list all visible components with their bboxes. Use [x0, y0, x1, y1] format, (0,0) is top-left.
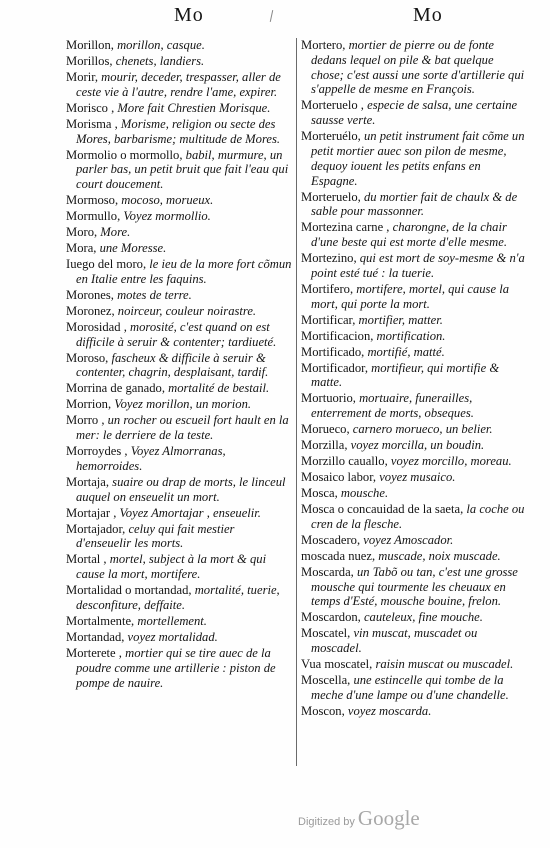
dictionary-entry: [301, 470, 529, 485]
entry-definition: morosité, c'est quand on est difficile à seruir & contenter; tardiueté.: [76, 319, 277, 349]
left-column: [66, 38, 292, 692]
entry-definition: mortier de pierre ou de fonte dedans lequel on pile & bat quelque chose; c'est aussi une sorte d'artillerie qui s'appelle de mesme en François.: [311, 38, 525, 97]
dictionary-entry: [301, 313, 529, 328]
entry-headword: Morroydes ,: [66, 444, 128, 459]
dictionary-entry: [66, 614, 292, 629]
dictionary-entry: [301, 129, 529, 188]
entry-headword: Morteruelo ,: [301, 98, 364, 113]
dictionary-entry: [301, 657, 529, 672]
entry-headword: Morones,: [66, 287, 114, 302]
entry-headword: Mortezina carne ,: [301, 220, 390, 235]
entry-headword: Morteruélo,: [301, 129, 361, 144]
dictionary-entry: [301, 704, 529, 719]
dictionary-entry: [66, 522, 292, 552]
entry-headword: Mortalmente,: [66, 613, 135, 628]
entry-headword: Iuego del moro,: [66, 257, 147, 272]
entry-headword: Mortificacion,: [301, 328, 374, 343]
entry-headword: Moscatel,: [301, 626, 351, 641]
entry-definition: fascheux & difficile à seruir & contenter, chagrin, desplaisant, tardif.: [76, 350, 269, 380]
dictionary-entry: [301, 438, 529, 453]
entry-definition: mousche.: [337, 486, 389, 501]
dictionary-entry: [301, 220, 529, 250]
dictionary-entry: [66, 351, 292, 381]
dictionary-entry: [66, 475, 292, 505]
dictionary-entry: [301, 502, 529, 532]
entry-headword: Mortificador,: [301, 360, 368, 375]
entry-definition: Voyez morillon, un morion.: [111, 397, 252, 412]
entry-definition: voyez morcilla, un boudin.: [347, 438, 485, 453]
entry-headword: Mosca,: [301, 486, 338, 501]
entry-headword: Mormolio o mormollo,: [66, 147, 183, 162]
dictionary-entry: [66, 506, 292, 521]
dictionary-entry: [66, 101, 292, 116]
entry-definition: une Moresse.: [96, 241, 167, 256]
margin-mark: [270, 10, 273, 22]
entry-headword: Morosidad ,: [66, 319, 127, 334]
entry-definition: carnero morueco, un belier.: [349, 422, 493, 437]
entry-headword: Mortajador,: [66, 521, 126, 536]
dictionary-entry: [301, 329, 529, 344]
entry-definition: babil, murmure, un parler bas, un petit bruit que fait l'eau qui court doucement.: [76, 147, 289, 192]
entry-definition: More fait Chrestien Morisque.: [114, 100, 271, 115]
dictionary-entry: [66, 241, 292, 256]
entry-headword: Mortaja,: [66, 474, 110, 489]
dictionary-entry: [301, 454, 529, 469]
entry-definition: voyez musaico.: [376, 470, 456, 485]
dictionary-entry: [66, 583, 292, 613]
entry-definition: un rocher ou escueil fort hault en la mer: le derriere de la teste.: [76, 413, 289, 443]
entry-headword: Morzilla,: [301, 438, 348, 453]
dictionary-entry: [66, 397, 292, 412]
dictionary-entry: [301, 565, 529, 609]
entry-definition: muscade, noix muscade.: [375, 548, 501, 563]
entry-definition: suaire ou drap de morts, le linceul auquel on enseuelit un mort.: [76, 474, 286, 504]
entry-definition: Morisme, religion ou secte des Mores, barbarisme; multitude de Mores.: [76, 116, 281, 146]
entry-headword: Mortalidad o mortandad,: [66, 583, 192, 598]
dictionary-entry: [301, 361, 529, 391]
entry-headword: Moro,: [66, 225, 98, 240]
entry-headword: Morrion,: [66, 397, 112, 412]
entry-definition: voyez Amoscador.: [360, 532, 454, 547]
entry-headword: Mora,: [66, 241, 97, 256]
dictionary-entry: [301, 282, 529, 312]
entry-definition: voyez moscarda.: [344, 703, 432, 718]
entry-definition: la coche ou cren de la flesche.: [311, 502, 525, 531]
column-divider: [296, 38, 297, 766]
entry-definition: mortier qui se tire auec de la poudre comme une artillerie : piston de pompe de nauire.: [76, 645, 276, 690]
entry-headword: Morteruelo,: [301, 189, 361, 204]
dictionary-entry: [66, 225, 292, 240]
entry-headword: Mormullo,: [66, 209, 121, 224]
entry-definition: voyez morcillo, moreau.: [387, 454, 512, 469]
entry-definition: un Tabõ ou tan, c'est une grosse mousche qui tourmente les cheuaux en temps d'Esté, mousche bouine, frelon.: [311, 564, 518, 609]
entry-headword: Mosca o concauidad de la saeta,: [301, 502, 464, 517]
dictionary-entry: [301, 345, 529, 360]
entry-headword: Morterete ,: [66, 645, 122, 660]
entry-definition: mortification.: [373, 328, 446, 343]
dictionary-entry: [66, 257, 292, 287]
running-head-right: Mo: [413, 4, 443, 26]
google-logo: Google: [357, 806, 420, 830]
entry-headword: Mortificado,: [301, 344, 365, 359]
entry-definition: mortifier, matter.: [355, 312, 443, 327]
entry-headword: Moscadero,: [301, 532, 361, 547]
dictionary-entry: [301, 391, 529, 421]
dictionary-entry: [66, 288, 292, 303]
dictionary-entry: [66, 38, 292, 53]
entry-headword: Morro ,: [66, 413, 105, 428]
entry-headword: Moroso,: [66, 350, 109, 365]
entry-definition: mocoso, morueux.: [118, 193, 214, 208]
entry-headword: Mortificar,: [301, 312, 356, 327]
entry-headword: Morueco,: [301, 422, 350, 437]
entry-headword: Morir,: [66, 69, 99, 84]
dictionary-entry: [66, 320, 292, 350]
entry-headword: Morzillo cauallo,: [301, 454, 388, 469]
entry-definition: motes de terre.: [113, 287, 192, 302]
entry-definition: Voyez mormollio.: [120, 209, 211, 224]
entry-definition: un petit instrument fait cõme un petit mortier auec son pilon de mesme, dequoy iouent les petits enfans en Espagne.: [311, 129, 525, 188]
entry-definition: mortifere, mortel, qui cause la mort, qui porte la mort.: [311, 281, 509, 311]
dictionary-entry: [66, 148, 292, 192]
entry-definition: noirceur, couleur noirastre.: [114, 303, 257, 318]
entry-definition: More.: [97, 225, 131, 240]
entry-headword: Mortal ,: [66, 552, 107, 567]
entry-definition: Voyez Amortajar , enseuelir.: [116, 505, 261, 520]
running-head-left: Mo: [174, 4, 204, 26]
entry-definition: mortuaire, funerailles, enterrement de morts, obseques.: [311, 391, 474, 421]
entry-headword: Mortandad,: [66, 629, 125, 644]
dictionary-entry: [301, 533, 529, 548]
digitized-label: Digitized by: [298, 816, 355, 828]
dictionary-entry: [301, 626, 529, 656]
entry-headword: Morrina de ganado,: [66, 381, 165, 396]
entry-definition: mortel, subject à la mort & qui cause la mort, mortifere.: [76, 552, 267, 582]
dictionary-entry: [66, 552, 292, 582]
entry-headword: Morillos,: [66, 53, 113, 68]
entry-definition: mortifié, matté.: [364, 344, 445, 359]
entry-definition: celuy qui fait mestier d'enseuelir les morts.: [76, 521, 235, 551]
entry-definition: mortifieur, qui mortifie & matte.: [311, 360, 500, 390]
dictionary-entry: [66, 304, 292, 319]
entry-definition: vin muscat, muscadet ou moscadel.: [311, 626, 478, 656]
dictionary-entry: [301, 190, 529, 220]
entry-headword: Mormoso,: [66, 193, 119, 208]
dictionary-entry: [301, 251, 529, 281]
entry-headword: Moscarda,: [301, 564, 354, 579]
entry-definition: chenets, landiers.: [112, 53, 205, 68]
dictionary-entry: [301, 549, 529, 564]
entry-definition: mourir, deceder, trespasser, aller de ceste vie à l'autre, rendre l'ame, expirer.: [76, 69, 281, 99]
entry-definition: qui est mort de soy-mesme & n'a point esté tué : la tuerie.: [311, 251, 525, 280]
entry-headword: Mortifero,: [301, 281, 354, 296]
entry-headword: Moscardon,: [301, 610, 361, 625]
entry-definition: mortalité, tuerie, desconfiture, deffaite.: [76, 583, 280, 612]
entry-headword: Mortajar ,: [66, 505, 117, 520]
entry-headword: Mortuorio,: [301, 391, 356, 406]
entry-headword: Mortezino,: [301, 251, 357, 266]
entry-headword: Mortero,: [301, 38, 346, 52]
entry-definition: cauteleux, fine mouche.: [360, 610, 483, 625]
dictionary-entry: [66, 630, 292, 645]
entry-headword: Moscella,: [301, 673, 351, 688]
dictionary-entry: [301, 610, 529, 625]
dictionary-entry: [66, 381, 292, 396]
dictionary-entry: [301, 486, 529, 501]
dictionary-entry: [66, 646, 292, 690]
entry-definition: mortalité de bestail.: [164, 381, 270, 396]
dictionary-entry: [66, 444, 292, 474]
dictionary-entry: [301, 98, 529, 128]
dictionary-entry: [66, 413, 292, 443]
entry-headword: Moronez,: [66, 303, 115, 318]
entry-definition: une estincelle qui tombe de la meche d'une lampe ou d'une chandelle.: [311, 673, 509, 702]
entry-definition: mortellement.: [134, 613, 207, 628]
entry-headword: Vua moscatel,: [301, 657, 373, 672]
dictionary-entry: [301, 38, 529, 97]
entry-definition: raisin muscat ou muscadel.: [372, 657, 514, 672]
entry-headword: Mosaico labor,: [301, 470, 377, 485]
dictionary-entry: [301, 422, 529, 437]
entry-definition: Voyez Almorranas, hemorroides.: [76, 444, 226, 473]
dictionary-entry: [66, 70, 292, 100]
digitized-footer: [298, 806, 420, 831]
dictionary-entry: [66, 193, 292, 208]
entry-headword: Morisco ,: [66, 100, 115, 115]
entry-definition: le ieu de la more fort cõmun en Italie entre les faquins.: [76, 257, 292, 286]
entry-definition: du mortier fait de chaulx & de sable pour massonner.: [311, 189, 518, 219]
entry-headword: Morillon,: [66, 38, 114, 52]
entry-headword: Moscon,: [301, 703, 345, 718]
dictionary-entry: [301, 673, 529, 703]
entry-headword: Morisma ,: [66, 116, 118, 131]
dictionary-entry: [66, 209, 292, 224]
entry-definition: morillon, casque.: [113, 38, 205, 52]
dictionary-entry: [66, 117, 292, 147]
entry-headword: moscada nuez,: [301, 548, 376, 563]
dictionary-entry: [66, 54, 292, 69]
entry-definition: especie de salsa, une certaine sausse verte.: [311, 98, 518, 128]
right-column: [301, 38, 529, 720]
entry-definition: voyez mortalidad.: [124, 629, 218, 644]
entry-definition: charongne, de la chair d'une beste qui est morte d'elle mesme.: [311, 220, 507, 250]
